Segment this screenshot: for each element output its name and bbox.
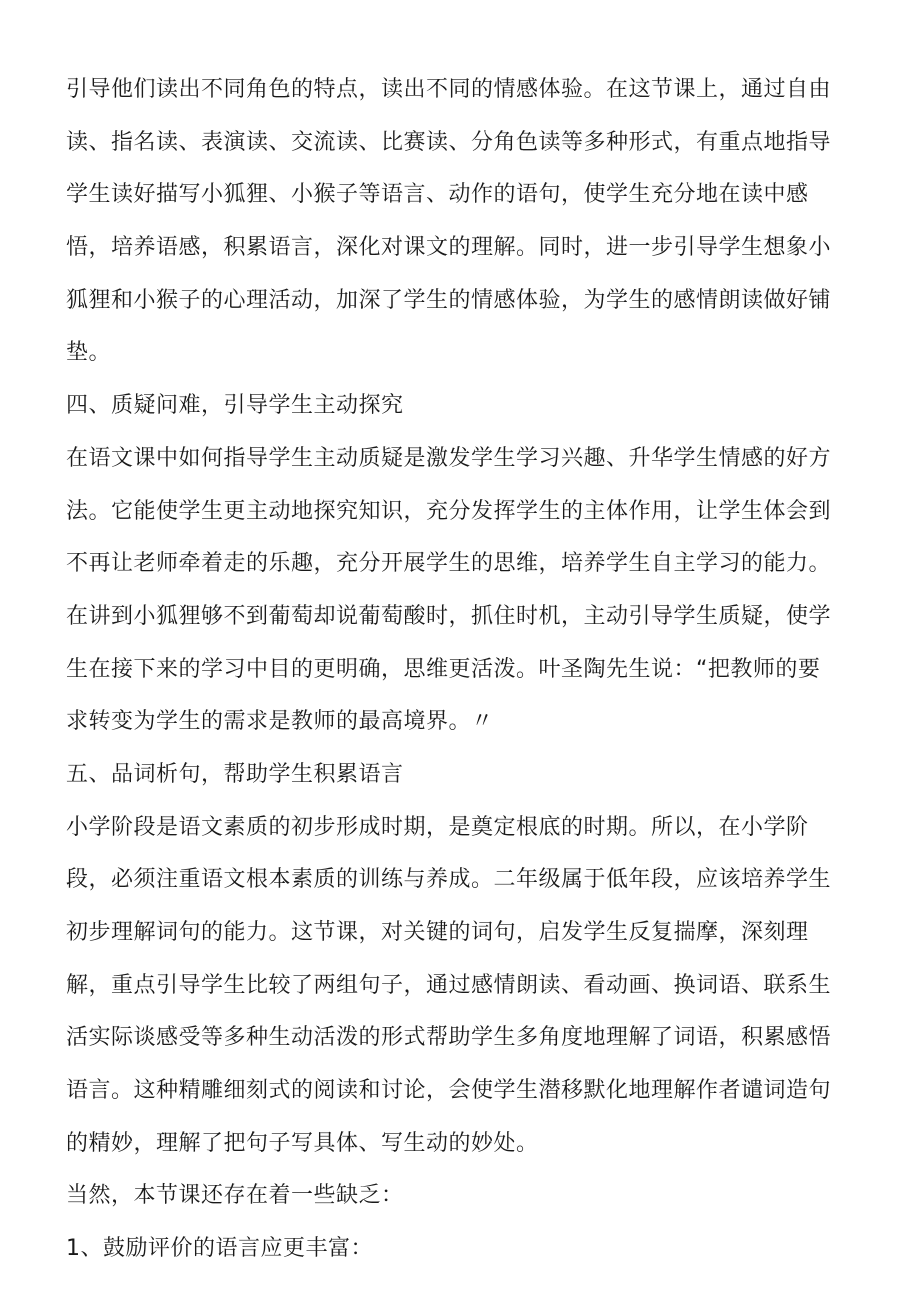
text-line-18: 解，重点引导学生比较了两组句子，通过感情朗读、看动画、换词语、联系生 bbox=[66, 972, 832, 998]
text-line-22: 当然，本节课还存在着一些缺乏： bbox=[66, 1183, 404, 1209]
text-line-21: 的精妙，理解了把句子写具体、写生动的妙处。 bbox=[66, 1130, 539, 1156]
text-line-17: 初步理解词句的能力。这节课，对关键的词句，启发学生反复揣摩，深刻理 bbox=[66, 920, 809, 945]
text-line-6: 垫。 bbox=[66, 340, 112, 366]
text-line-10: 不再让老师牵着走的乐趣，充分开展学生的思维，培养学生自主学习的能力。 bbox=[66, 551, 832, 577]
text-line-2: 读、指名读、表演读、交流读、比赛读、分角色读等多种形式，有重点地指导 bbox=[66, 129, 832, 155]
text-line-16: 段，必须注重语文根本素质的训练与养成。二年级属于低年段，应该培养学生 bbox=[66, 867, 832, 893]
section-heading-4: 四、质疑问难，引导学生主动探究 bbox=[66, 393, 404, 419]
text-line-8: 在语文课中如何指导学生主动质疑是激发学生学习兴趣、升华学生情感的好方 bbox=[66, 445, 832, 471]
text-line-3: 学生读好描写小狐狸、小猴子等语言、动作的语句，使学生充分地在读中感 bbox=[66, 182, 809, 208]
list-item-1: 1、鼓励评价的语言应更丰富： bbox=[66, 1236, 373, 1262]
section-heading-5: 五、品词析句，帮助学生积累语言 bbox=[66, 761, 404, 787]
text-line-12: 生在接下来的学习中目的更明确，思维更活泼。叶圣陶先生说：“把教师的要 bbox=[66, 656, 821, 682]
text-line-9: 法。它能使学生更主动地探究知识，充分发挥学生的主体作用，让学生体会到 bbox=[66, 498, 832, 524]
text-line-20: 语言。这种精雕细刻式的阅读和讨论，会使学生潜移默化地理解作者谴词造句 bbox=[66, 1078, 832, 1104]
text-line-4: 悟，培养语感，积累语言，深化对课文的理解。同时，进一步引导学生想象小 bbox=[66, 235, 832, 261]
text-line-13: 求转变为学生的需求是教师的最高境界。〃 bbox=[66, 709, 494, 735]
text-line-11: 在讲到小狐狸够不到葡萄却说葡萄酸时，抓住时机，主动引导学生质疑，使学 bbox=[66, 603, 832, 629]
text-line-5: 狐狸和小猴子的心理活动，加深了学生的情感体验，为学生的感情朗读做好铺 bbox=[66, 287, 832, 313]
text-line-1: 引导他们读出不同角色的特点，读出不同的情感体验。在这节课上，通过自由 bbox=[66, 77, 832, 102]
text-line-15: 小学阶段是语文素质的初步形成时期，是奠定根底的时期。所以，在小学阶 bbox=[66, 814, 809, 840]
text-line-19: 活实际谈感受等多种生动活泼的形式帮助学生多角度地理解了词语，积累感悟 bbox=[66, 1025, 832, 1051]
